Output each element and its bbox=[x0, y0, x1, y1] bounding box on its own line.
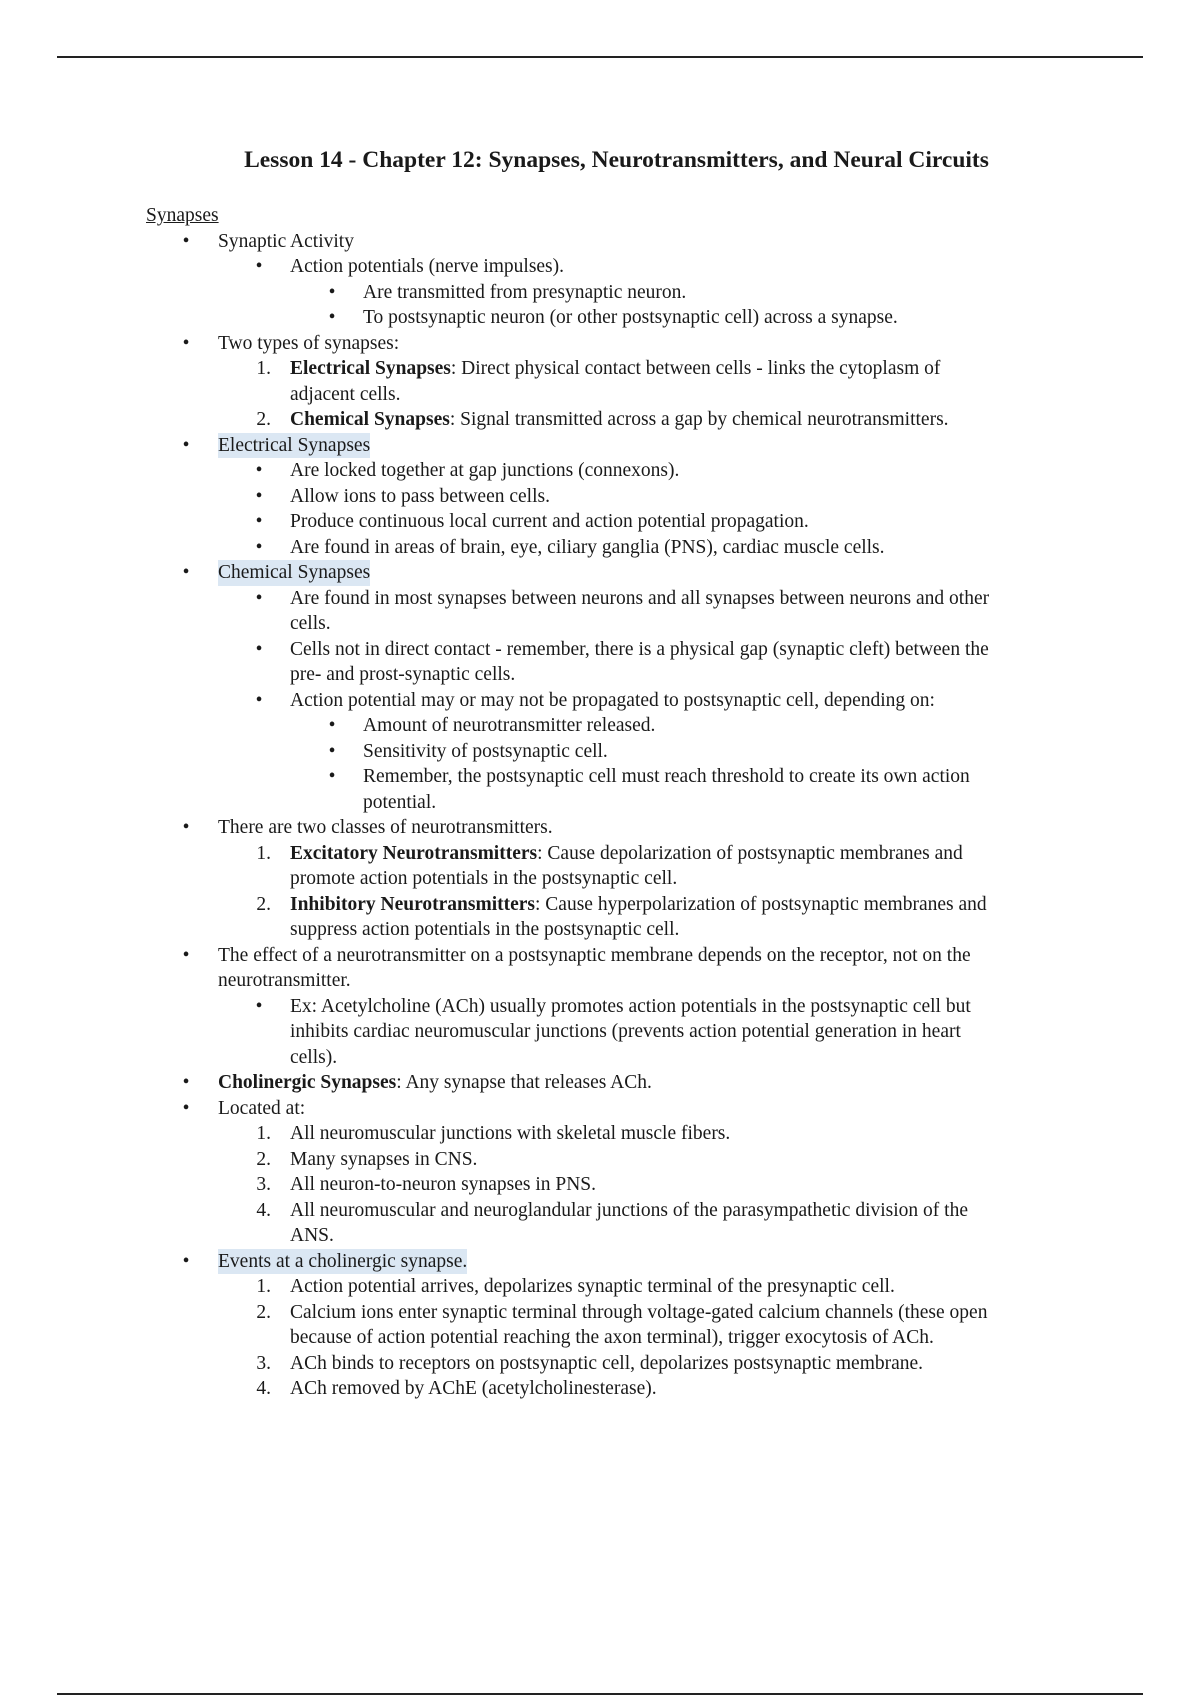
numbered-item-continuation bbox=[0, 382, 1200, 408]
item-number: 2. bbox=[256, 893, 271, 915]
list-item-text: cells. bbox=[290, 613, 331, 634]
bottom-rule bbox=[57, 1693, 1143, 1695]
term-definition: : Any synapse that releases ACh. bbox=[396, 1072, 652, 1093]
item-number: 3. bbox=[256, 1174, 271, 1195]
list-item bbox=[0, 713, 1200, 739]
list-item-text: The effect of a neurotransmitter on a postsynaptic membrane depends on the receptor, not on the bbox=[218, 944, 971, 966]
numbered-item bbox=[0, 841, 1200, 867]
list-item bbox=[0, 764, 1200, 790]
list-item-text: promote action potentials in the postsynaptic cell. bbox=[290, 868, 678, 889]
numbered-item bbox=[0, 1198, 1200, 1224]
list-item bbox=[0, 229, 1200, 255]
list-item-text: inhibits cardiac neuromuscular junctions (prevents action potential generation in heart bbox=[290, 1021, 961, 1042]
bullet: • bbox=[182, 230, 190, 252]
list-item-continuation bbox=[0, 662, 1200, 688]
numbered-item bbox=[0, 1121, 1200, 1147]
bullet: • bbox=[255, 256, 263, 277]
list-item-text: Produce continuous local current and action potential propagation. bbox=[290, 511, 809, 532]
list-item-text: neurotransmitter. bbox=[218, 970, 351, 991]
item-number: 2. bbox=[256, 409, 271, 430]
numbered-item-continuation bbox=[0, 1223, 1200, 1249]
numbered-item-continuation bbox=[0, 866, 1200, 892]
document-body bbox=[0, 203, 1200, 1402]
item-number: 4. bbox=[256, 1378, 271, 1399]
bullet: • bbox=[255, 587, 263, 609]
list-item-text: pre- and prost-synaptic cells. bbox=[290, 664, 516, 685]
item-number: 2. bbox=[256, 1148, 271, 1170]
term-inhibitory: Inhibitory Neurotransmitters bbox=[290, 893, 535, 915]
numbered-item-continuation bbox=[0, 917, 1200, 943]
top-rule bbox=[57, 56, 1143, 58]
highlighted-subheading: Chemical Synapses bbox=[218, 560, 370, 586]
numbered-item bbox=[0, 1376, 1200, 1402]
highlighted-subheading: Events at a cholinergic synapse. bbox=[218, 1249, 467, 1275]
list-item bbox=[0, 1070, 1200, 1096]
page-title: Lesson 14 - Chapter 12: Synapses, Neurotransmitters, and Neural Circuits bbox=[244, 147, 989, 173]
list-item-text: Two types of synapses: bbox=[218, 332, 400, 354]
list-item-text: because of action potential reaching the axon terminal), trigger exocytosis of ACh. bbox=[290, 1327, 934, 1348]
list-item bbox=[0, 254, 1200, 280]
list-item-text bbox=[290, 841, 963, 867]
list-item bbox=[0, 815, 1200, 841]
bullet: • bbox=[255, 536, 263, 558]
list-item-text: Calcium ions enter synaptic terminal through voltage-gated calcium channels (these open bbox=[290, 1301, 988, 1323]
list-item-text: Action potential arrives, depolarizes synaptic terminal of the presynaptic cell. bbox=[290, 1276, 895, 1297]
list-item-text: Remember, the postsynaptic cell must reach threshold to create its own action bbox=[363, 766, 970, 787]
bullet: • bbox=[182, 817, 190, 838]
list-item-text bbox=[218, 1070, 652, 1096]
bullet: • bbox=[328, 740, 336, 762]
term-electrical-synapses: Electrical Synapses bbox=[290, 358, 451, 379]
list-item bbox=[0, 433, 1200, 459]
list-item-text: Are found in areas of brain, eye, ciliary ganglia (PNS), cardiac muscle cells. bbox=[290, 536, 885, 558]
list-item-text: potential. bbox=[363, 791, 437, 813]
term-excitatory: Excitatory Neurotransmitters bbox=[290, 842, 538, 864]
list-item-text: suppress action potentials in the postsynaptic cell. bbox=[290, 919, 680, 940]
numbered-item bbox=[0, 1147, 1200, 1173]
list-item-text: Are locked together at gap junctions (connexons). bbox=[290, 460, 680, 481]
list-item-continuation bbox=[0, 611, 1200, 637]
list-item-text: Are transmitted from presynaptic neuron. bbox=[363, 281, 687, 303]
list-item-continuation bbox=[0, 1019, 1200, 1045]
list-item bbox=[0, 331, 1200, 357]
term-definition: : Direct physical contact between cells - links the cytoplasm of bbox=[450, 358, 941, 379]
list-item bbox=[0, 637, 1200, 663]
term-definition: : Cause hyperpolarization of postsynaptic membranes and bbox=[535, 893, 987, 915]
list-item-text: Action potentials (nerve impulses). bbox=[290, 256, 565, 277]
numbered-item bbox=[0, 407, 1200, 433]
bullet: • bbox=[255, 460, 263, 481]
bullet: • bbox=[182, 1072, 190, 1093]
section-heading: Synapses bbox=[146, 205, 219, 226]
bullet: • bbox=[182, 1097, 190, 1119]
list-item-text: ACh removed by AChE (acetylcholinesterase). bbox=[290, 1378, 657, 1399]
bullet: • bbox=[182, 332, 190, 354]
list-item-continuation bbox=[0, 968, 1200, 994]
section-heading-row bbox=[0, 203, 1200, 229]
item-number: 4. bbox=[256, 1199, 271, 1221]
bullet: • bbox=[328, 281, 336, 303]
list-item-text bbox=[290, 356, 940, 382]
bullet: • bbox=[182, 1250, 190, 1272]
list-item bbox=[0, 484, 1200, 510]
list-item-text bbox=[290, 892, 987, 918]
numbered-item bbox=[0, 892, 1200, 918]
term-cholinergic: Cholinergic Synapses bbox=[218, 1072, 397, 1093]
list-item bbox=[0, 739, 1200, 765]
list-item bbox=[0, 994, 1200, 1020]
term-chemical-synapses: Chemical Synapses bbox=[290, 409, 450, 430]
item-number: 1. bbox=[256, 358, 271, 379]
numbered-item bbox=[0, 1172, 1200, 1198]
list-item-text: Ex: Acetylcholine (ACh) usually promotes action potentials in the postsynaptic cell but bbox=[290, 995, 971, 1017]
list-item bbox=[0, 688, 1200, 714]
list-item bbox=[0, 586, 1200, 612]
bullet: • bbox=[182, 944, 190, 966]
list-item-text: All neuromuscular junctions with skeletal muscle fibers. bbox=[290, 1123, 731, 1144]
list-item-text: Located at: bbox=[218, 1097, 306, 1119]
list-item-text: There are two classes of neurotransmitters. bbox=[218, 817, 553, 838]
list-item-text: adjacent cells. bbox=[290, 383, 401, 405]
item-number: 1. bbox=[256, 1123, 271, 1144]
list-item-text: ANS. bbox=[290, 1225, 334, 1246]
term-definition: : Signal transmitted across a gap by chemical neurotransmitters. bbox=[449, 409, 949, 430]
numbered-item bbox=[0, 356, 1200, 382]
list-item-continuation bbox=[0, 1045, 1200, 1071]
highlighted-subheading: Electrical Synapses bbox=[218, 433, 370, 459]
bullet: • bbox=[328, 766, 336, 787]
list-item-continuation bbox=[0, 790, 1200, 816]
list-item-text: Amount of neurotransmitter released. bbox=[363, 715, 656, 736]
list-item bbox=[0, 560, 1200, 586]
list-item-text: Many synapses in CNS. bbox=[290, 1148, 478, 1170]
list-item-text: Are found in most synapses between neurons and all synapses between neurons and other bbox=[290, 587, 990, 609]
bullet: • bbox=[255, 689, 263, 711]
list-item bbox=[0, 1096, 1200, 1122]
list-item bbox=[0, 535, 1200, 561]
numbered-item bbox=[0, 1274, 1200, 1300]
bullet: • bbox=[255, 995, 263, 1017]
bullet: • bbox=[328, 715, 336, 736]
bullet: • bbox=[255, 511, 263, 532]
list-item-text bbox=[290, 407, 949, 433]
bullet: • bbox=[182, 562, 190, 583]
numbered-item-continuation bbox=[0, 1325, 1200, 1351]
list-item bbox=[0, 458, 1200, 484]
list-item-text: Allow ions to pass between cells. bbox=[290, 485, 550, 507]
list-item-text: Sensitivity of postsynaptic cell. bbox=[363, 740, 608, 762]
list-item bbox=[0, 509, 1200, 535]
numbered-item bbox=[0, 1351, 1200, 1377]
numbered-item bbox=[0, 1300, 1200, 1326]
list-item-text: All neuromuscular and neuroglandular junctions of the parasympathetic division of the bbox=[290, 1199, 968, 1221]
list-item-text: ACh binds to receptors on postsynaptic cell, depolarizes postsynaptic membrane. bbox=[290, 1352, 924, 1374]
list-item bbox=[0, 943, 1200, 969]
list-item-text: All neuron-to-neuron synapses in PNS. bbox=[290, 1174, 597, 1195]
list-item-text: Action potential may or may not be propagated to postsynaptic cell, depending on: bbox=[290, 689, 935, 711]
item-number: 1. bbox=[256, 1276, 271, 1297]
list-item-text: Synaptic Activity bbox=[218, 230, 354, 252]
list-item bbox=[0, 305, 1200, 331]
bullet: • bbox=[328, 307, 336, 328]
list-item-text: To postsynaptic neuron (or other postsynaptic cell) across a synapse. bbox=[363, 307, 898, 328]
term-definition: : Cause depolarization of postsynaptic membranes and bbox=[537, 842, 963, 864]
item-number: 3. bbox=[256, 1352, 271, 1374]
bullet: • bbox=[255, 638, 263, 660]
list-item-text: cells). bbox=[290, 1046, 338, 1068]
item-number: 2. bbox=[256, 1301, 271, 1323]
list-item bbox=[0, 1249, 1200, 1275]
bullet: • bbox=[255, 485, 263, 507]
list-item bbox=[0, 280, 1200, 306]
item-number: 1. bbox=[256, 842, 271, 864]
list-item-text: Cells not in direct contact - remember, there is a physical gap (synaptic cleft) between the bbox=[290, 638, 989, 660]
bullet: • bbox=[182, 434, 190, 456]
